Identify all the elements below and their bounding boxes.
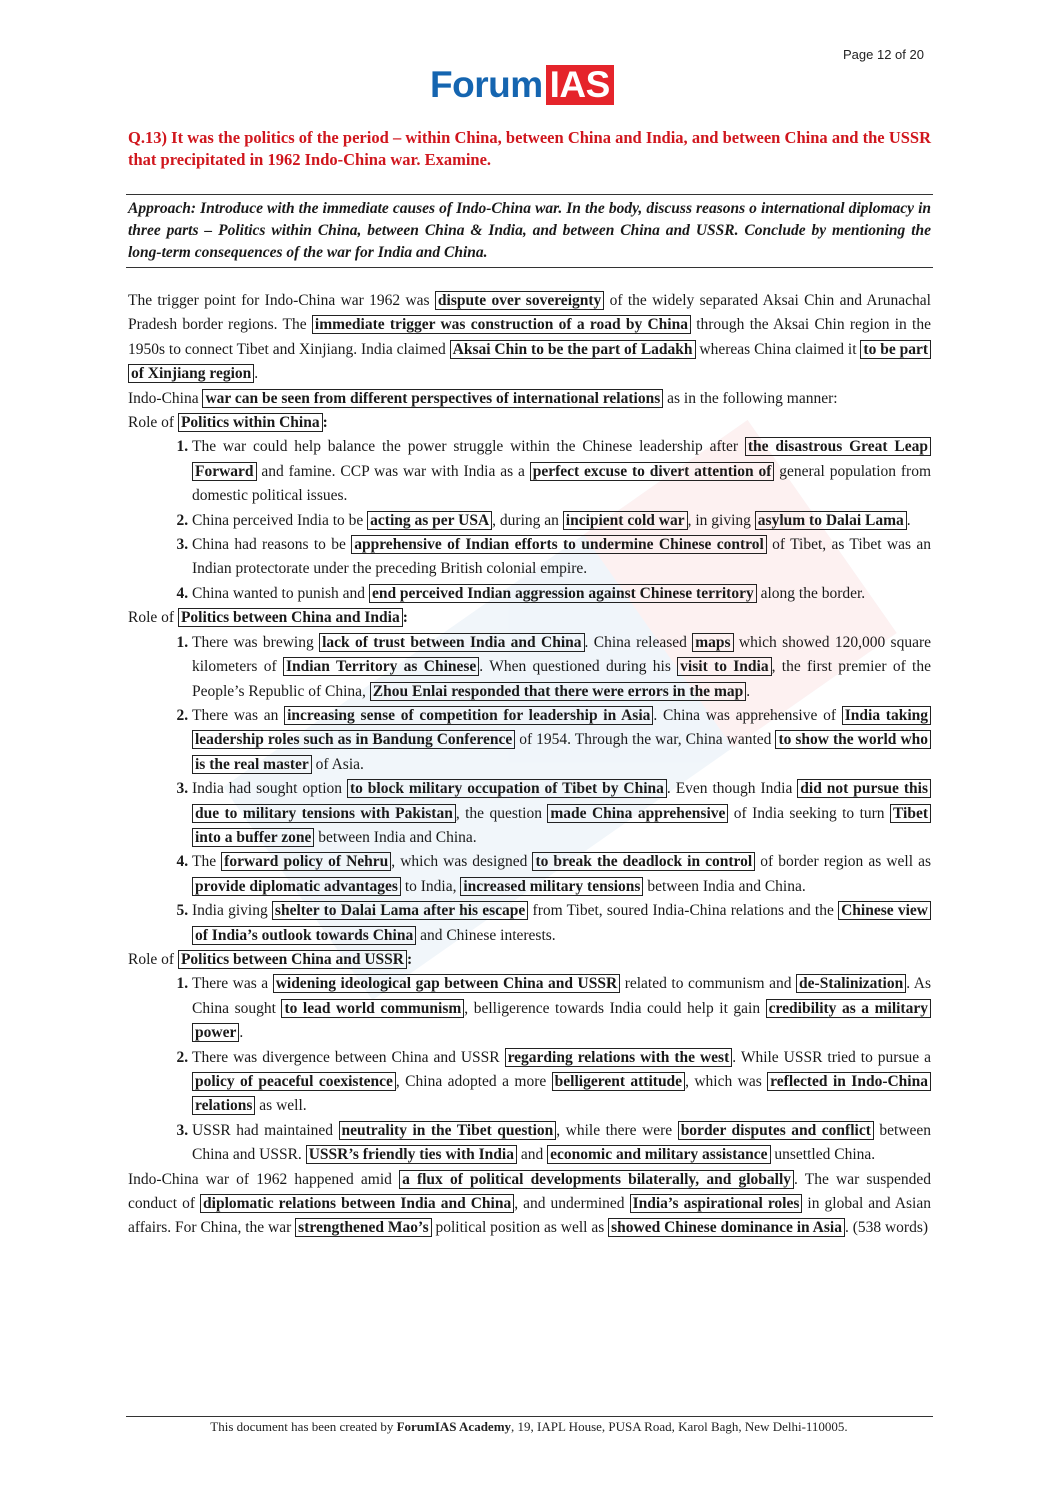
approach-body: Introduce with the immediate causes of Indo-China war. In the body, discuss reasons o international diplomacy in three parts – Politics within China, between China & India, and between China and USSR. Conclude by mentioning the long-term consequences of the war for India and China. bbox=[128, 200, 931, 261]
list-within-china bbox=[128, 435, 931, 606]
text: political position as well as bbox=[431, 1219, 609, 1237]
highlight: increasing sense of competition for leadership in Asia bbox=[284, 706, 653, 725]
highlight: strengthened Mao’s bbox=[295, 1218, 431, 1237]
highlight: credibility as a military power bbox=[192, 999, 931, 1042]
text: There was brewing bbox=[192, 633, 320, 651]
highlight: border disputes and conflict bbox=[678, 1121, 874, 1140]
text: . China was apprehensive of bbox=[653, 706, 842, 724]
text: , 19, IAPL House, PUSA Road, Karol Bagh, New Delhi-110005. bbox=[511, 1419, 848, 1434]
footer-text bbox=[0, 1419, 1058, 1435]
text: to India, bbox=[400, 877, 461, 895]
text: USSR had maintained bbox=[192, 1121, 339, 1139]
page-number: Page 12 of 20 bbox=[843, 47, 924, 62]
list-item bbox=[192, 435, 931, 508]
text: Indo-China war of 1962 happened amid bbox=[128, 1170, 400, 1188]
text: There was a bbox=[192, 975, 273, 993]
highlight: economic and military assistance bbox=[547, 1145, 770, 1164]
highlight: forward policy of Nehru bbox=[221, 852, 391, 871]
text: . As China sought bbox=[192, 975, 931, 1017]
text: , China adopted a more bbox=[395, 1073, 552, 1090]
text: through the Aksai Chin region in the 1950s to connect Tibet and Xinjiang. India claimed bbox=[128, 316, 931, 358]
text: The trigger point for Indo-China war 1962 was bbox=[128, 292, 435, 309]
text: as in the following manner: bbox=[663, 389, 838, 407]
highlight: Politics within China bbox=[178, 413, 323, 432]
list-item bbox=[192, 777, 931, 850]
footer-divider bbox=[126, 1416, 933, 1417]
highlight: acting as per USA bbox=[367, 511, 492, 530]
logo-ias-text: IAS bbox=[546, 65, 614, 105]
highlight: end perceived Indian aggression against Chinese territory bbox=[369, 584, 757, 603]
highlight: Chinese view of India’s outlook towards China bbox=[192, 901, 931, 944]
text: This document has been created by bbox=[210, 1419, 397, 1434]
highlight: Zhou Enlai responded that there were errors in the map bbox=[370, 682, 746, 701]
section-heading-within-china bbox=[128, 411, 931, 435]
highlight: Politics between China and USSR bbox=[178, 950, 407, 969]
text: as well. bbox=[255, 1097, 307, 1115]
text: India giving bbox=[192, 902, 272, 920]
section-heading-china-ussr bbox=[128, 948, 931, 972]
highlight: to block military occupation of Tibet by China bbox=[347, 779, 667, 798]
logo-forum-text: Forum bbox=[430, 64, 543, 105]
highlight: war can be seen from different perspectives of international relations bbox=[202, 389, 663, 408]
highlight: policy of peaceful coexistence bbox=[192, 1072, 396, 1091]
text: . Even though India bbox=[666, 780, 798, 798]
text: , in giving bbox=[687, 511, 755, 529]
highlight: to show the world who is the real master bbox=[192, 730, 931, 773]
highlight: de-Stalinization bbox=[796, 974, 906, 993]
highlight: India’s aspirational roles bbox=[630, 1194, 803, 1213]
list-item bbox=[192, 509, 931, 533]
highlight: increased military tensions bbox=[460, 877, 643, 896]
text: , and undermined bbox=[514, 1195, 630, 1213]
text: of Tibet, as Tibet was an Indian protectorate under the preceding British colonial empire. bbox=[192, 536, 931, 578]
intro-paragraph bbox=[128, 289, 931, 387]
list-item bbox=[192, 972, 931, 1045]
list-china-india bbox=[128, 631, 931, 948]
question-text: Q.13) It was the politics of the period – within China, between China and India, and between China and the USSR that precipitated in 1962 Indo-China war. Examine. bbox=[128, 128, 931, 169]
text: . The war suspended conduct of bbox=[128, 1170, 931, 1213]
text: There was divergence between China and USSR bbox=[192, 1048, 505, 1066]
highlight: India taking leadership roles such as in Bandung Conference bbox=[192, 706, 931, 749]
highlight: USSR’s friendly ties with India bbox=[306, 1145, 517, 1164]
highlight: showed Chinese dominance in Asia bbox=[608, 1218, 845, 1237]
highlight: neutrality in the Tibet question bbox=[339, 1121, 557, 1140]
footer-academy-name: ForumIAS Academy bbox=[396, 1419, 512, 1434]
text: China had reasons to be bbox=[192, 536, 352, 554]
text: of the widely separated Aksai Chin and Arunachal Pradesh border regions. The bbox=[128, 292, 931, 334]
highlight: regarding relations with the west bbox=[505, 1048, 733, 1067]
list-item bbox=[192, 1046, 931, 1119]
highlight: reflected in Indo-China relations bbox=[192, 1072, 931, 1115]
highlight: to break the deadlock in control bbox=[532, 852, 755, 871]
highlight: belligerent attitude bbox=[552, 1072, 685, 1091]
text: Indo-China bbox=[128, 389, 203, 407]
highlight: shelter to Dalai Lama after his escape bbox=[272, 901, 528, 920]
highlight: to lead world communism bbox=[281, 999, 464, 1018]
text: , the first premier of the People’s Republic of China, bbox=[192, 658, 931, 700]
list-item bbox=[192, 533, 931, 582]
highlight: did not pursue this due to military tensions with Pakistan bbox=[192, 779, 931, 822]
approach-label: Approach: bbox=[128, 200, 197, 217]
text: in global and Asian affairs. For China, the war bbox=[128, 1195, 931, 1237]
text: along the border. bbox=[756, 584, 866, 602]
text: related to communism and bbox=[620, 975, 797, 993]
highlight: diplomatic relations between India and China bbox=[200, 1194, 514, 1213]
highlight: dispute over sovereignty bbox=[435, 291, 604, 310]
text: of border region as well as bbox=[755, 853, 931, 871]
highlight: a flux of political developments bilaterally, and globally bbox=[399, 1170, 794, 1189]
text: China perceived India to be bbox=[192, 511, 368, 529]
text: and famine. CCP was war with India as a bbox=[256, 462, 530, 480]
text: of India seeking to turn bbox=[728, 804, 890, 822]
text: general population from domestic political issues. bbox=[192, 462, 931, 505]
highlight: provide diplomatic advantages bbox=[192, 877, 401, 896]
conclusion-paragraph bbox=[128, 1168, 931, 1241]
list-item bbox=[192, 1119, 931, 1168]
text: , belligerence towards India could help it gain bbox=[464, 999, 766, 1017]
approach-text bbox=[128, 198, 931, 264]
text: . bbox=[239, 1024, 244, 1042]
text: . bbox=[254, 365, 259, 383]
text: whereas China claimed it bbox=[695, 340, 861, 358]
text: There was an bbox=[192, 706, 285, 724]
list-china-ussr bbox=[128, 972, 931, 1167]
intro-paragraph-2 bbox=[128, 387, 931, 411]
text: of Asia. bbox=[311, 755, 364, 773]
list-item bbox=[192, 631, 931, 704]
text: . China released bbox=[584, 633, 693, 651]
text: . bbox=[906, 511, 911, 529]
list-item bbox=[192, 899, 931, 948]
highlight: apprehensive of Indian efforts to undermine Chinese control bbox=[351, 535, 767, 554]
text: . bbox=[746, 682, 751, 700]
highlight: to be part of Xinjiang region bbox=[128, 340, 931, 383]
text: , which was designed bbox=[391, 853, 533, 871]
text: , during an bbox=[492, 511, 563, 529]
section-heading-china-india bbox=[128, 606, 931, 630]
text: unsettled China. bbox=[770, 1146, 876, 1164]
text: , the question bbox=[455, 804, 548, 822]
text: . When questioned during his bbox=[479, 658, 678, 676]
highlight: Politics between China and India bbox=[178, 608, 403, 627]
text: : bbox=[402, 609, 408, 627]
text: , which was bbox=[685, 1073, 768, 1090]
text: India had sought option bbox=[192, 780, 347, 798]
highlight: the disastrous Great Leap Forward bbox=[192, 437, 931, 480]
highlight: incipient cold war bbox=[563, 511, 688, 530]
text: and bbox=[516, 1146, 548, 1164]
text: The bbox=[192, 853, 222, 871]
text: : bbox=[407, 950, 413, 968]
highlight: Tibet into a buffer zone bbox=[192, 804, 931, 847]
text: . While USSR tried to pursue a bbox=[732, 1048, 931, 1066]
text: : bbox=[322, 414, 328, 432]
highlight: immediate trigger was construction of a road by China bbox=[312, 315, 691, 334]
highlight: maps bbox=[692, 633, 733, 652]
text: of 1954. Through the war, China wanted bbox=[515, 731, 776, 749]
text: and Chinese interests. bbox=[416, 926, 556, 944]
highlight: Indian Territory as Chinese bbox=[283, 657, 479, 676]
forumias-logo bbox=[430, 63, 614, 107]
highlight: visit to India bbox=[677, 657, 771, 676]
highlight: made China apprehensive bbox=[547, 804, 728, 823]
text: from Tibet, soured India-China relations and the bbox=[528, 902, 839, 920]
highlight: lack of trust between India and China bbox=[319, 633, 584, 652]
text: Role of bbox=[128, 609, 178, 627]
text: between India and China. bbox=[643, 877, 806, 895]
highlight: perfect excuse to divert attention of bbox=[530, 462, 775, 481]
text: , while there were bbox=[556, 1121, 678, 1139]
list-item bbox=[192, 850, 931, 899]
text: The war could help balance the power struggle within the Chinese leadership after bbox=[192, 438, 745, 456]
highlight: asylum to Dalai Lama bbox=[755, 511, 907, 530]
text: . (538 words) bbox=[844, 1219, 929, 1237]
text: China wanted to punish and bbox=[192, 584, 369, 602]
text: which showed 120,000 square kilometers of bbox=[192, 633, 931, 676]
text: Role of bbox=[128, 950, 178, 968]
highlight: Aksai Chin to be the part of Ladakh bbox=[450, 340, 696, 359]
list-item bbox=[192, 582, 931, 606]
answer-body bbox=[128, 289, 931, 1241]
text: between India and China. bbox=[314, 828, 477, 846]
text: Role of bbox=[128, 414, 178, 432]
text: between China and USSR. bbox=[192, 1121, 932, 1164]
highlight: widening ideological gap between China and USSR bbox=[273, 974, 621, 993]
list-item bbox=[192, 704, 931, 777]
